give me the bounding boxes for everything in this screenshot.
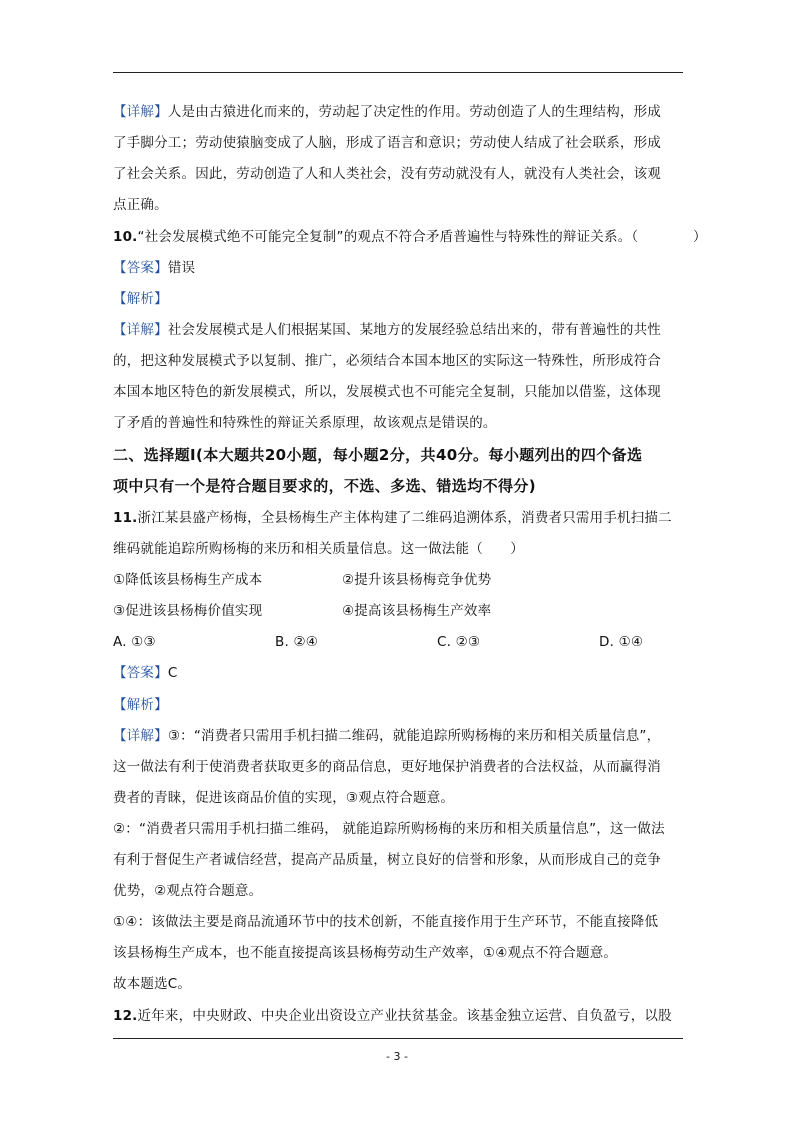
option-4: ④提高该县杨梅生产效率 bbox=[342, 603, 492, 619]
question-10: 10.“社会发展模式绝不可能完全复制”的观点不符合矛盾普遍性与特殊性的辩证关系。（ bbox=[113, 229, 639, 245]
choice-d: D. ①④ bbox=[599, 634, 644, 650]
text-line: 这一做法有利于使消费者获取更多的商品信息，更好地保护消费者的合法权益，从而赢得消 bbox=[113, 759, 661, 775]
text-line: 了社会关系。因此，劳动创造了人和人类社会，没有劳动就没有人，就没有人类社会，该观 bbox=[113, 166, 661, 182]
detail-label: 【详解】 bbox=[113, 322, 168, 338]
answer-blank-close: ） bbox=[693, 229, 707, 245]
question-number: 10. bbox=[113, 229, 138, 245]
text-line: ①④：该做法主要是商品流通环节中的技术创新，不能直接作用于生产环节，不能直接降低 bbox=[113, 914, 659, 930]
answer-label: 【答案】 bbox=[113, 260, 168, 276]
text-line: 了矛盾的普遍性和特殊性的辩证关系原理，故该观点是错误的。 bbox=[113, 415, 497, 431]
text-line: 的，把这种发展模式予以复制、推广，必须结合本国本地区的实际这一特殊性，所形成符合 bbox=[113, 353, 661, 369]
answer-line: 【答案】C bbox=[113, 665, 178, 681]
question-11: 11.浙江某县盛产杨梅，全县杨梅生产主体构建了二维码追溯体系，消费者只需用手机扫描二 bbox=[113, 510, 672, 526]
answer-label: 【答案】 bbox=[113, 665, 168, 681]
text-line: ②：“消费者只需用手机扫描二维码， 就能追踪所购杨梅的来历和相关质量信息”，这一做法 bbox=[113, 821, 665, 837]
text-line: 该县杨梅生产成本，也不能直接提高该县杨梅劳动生产效率，①④观点不符合题意。 bbox=[113, 945, 618, 961]
choices-row bbox=[113, 633, 685, 651]
question-number: 12. bbox=[113, 1008, 138, 1024]
section-heading: 二、选择题Ⅰ(本大题共20小题，每小题2分，共40分。每小题列出的四个备选 bbox=[113, 446, 643, 464]
text-line: 本国本地区特色的新发展模式，所以，发展模式也不可能完全复制，只能加以借鉴，这体现 bbox=[113, 384, 661, 400]
text-line: 【详解】③：“消费者只需用手机扫描二维码，就能追踪所购杨梅的来历和相关质量信息”， bbox=[113, 728, 661, 744]
option-1: ①降低该县杨梅生产成本 bbox=[113, 572, 263, 588]
option-3: ③促进该县杨梅价值实现 bbox=[113, 603, 263, 619]
text-line: 有利于督促生产者诚信经营，提高产品质量，树立良好的信誉和形象，从而形成自己的竞争 bbox=[113, 852, 661, 868]
choice-c: C. ②③ bbox=[437, 634, 481, 650]
option-row bbox=[113, 602, 685, 620]
analysis-label: 【解析】 bbox=[113, 697, 168, 713]
text-line: 故本题选C。 bbox=[113, 976, 192, 992]
text-line: 维码就能追踪所购杨梅的来历和相关质量信息。这一做法能（ ） bbox=[113, 541, 524, 557]
option-row bbox=[113, 571, 685, 589]
text-line: 【详解】社会发展模式是人们根据某国、某地方的发展经验总结出来的，带有普遍性的共性 bbox=[113, 322, 662, 338]
text-line: 了手脚分工；劳动使猿脑变成了人脑，形成了语言和意识；劳动使人结成了社会联系，形成 bbox=[113, 135, 661, 151]
detail-label: 【详解】 bbox=[113, 104, 168, 120]
page-number: - 3 - bbox=[386, 1050, 408, 1063]
choice-b: B. ②④ bbox=[275, 634, 319, 650]
text-line: 点正确。 bbox=[113, 197, 168, 213]
question-12: 12.近年来，中央财政、中央企业出资设立产业扶贫基金。该基金独立运营、自负盈亏，以股 bbox=[113, 1008, 672, 1024]
header-rule bbox=[113, 72, 683, 73]
option-2: ②提升该县杨梅竞争优势 bbox=[342, 572, 492, 588]
choice-a: A. ①③ bbox=[113, 634, 156, 650]
text-line: 【详解】人是由古猿进化而来的，劳动起了决定性的作用。劳动创造了人的生理结构，形成 bbox=[113, 104, 662, 120]
detail-label: 【详解】 bbox=[113, 728, 168, 744]
answer-line: 【答案】错误 bbox=[113, 260, 196, 276]
text-line: 优势，②观点符合题意。 bbox=[113, 883, 263, 899]
text-line: 费者的青睐，促进该商品价值的实现，③观点符合题意。 bbox=[113, 790, 455, 806]
question-number: 11. bbox=[113, 510, 138, 526]
section-heading: 项中只有一个是符合题目要求的，不选、多选、错选均不得分) bbox=[113, 477, 537, 495]
analysis-label: 【解析】 bbox=[113, 291, 168, 307]
footer-rule bbox=[113, 1038, 683, 1039]
